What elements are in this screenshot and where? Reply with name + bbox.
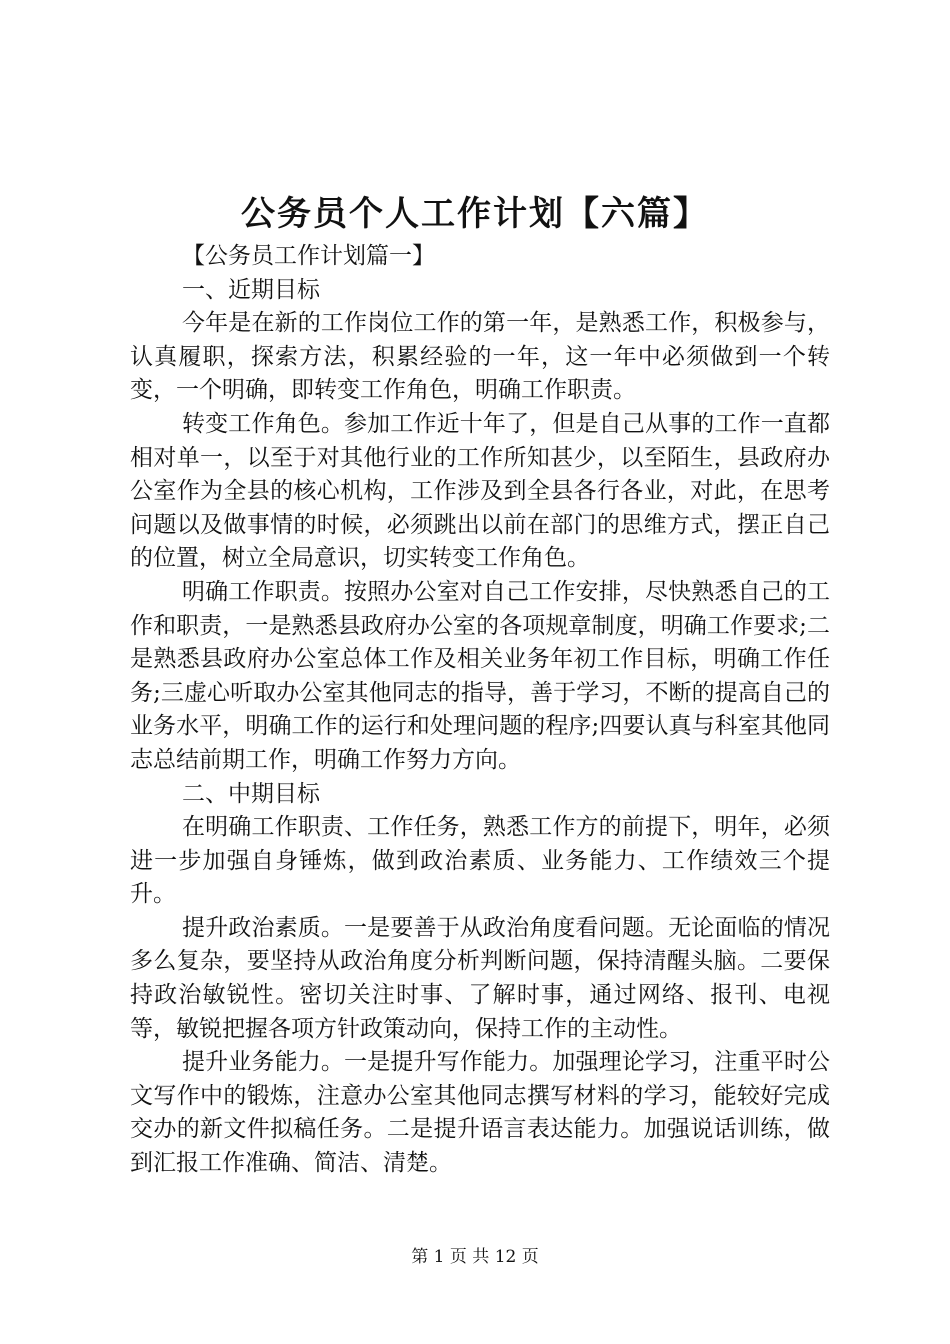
heading-near-term: 一、近期目标 <box>182 276 320 303</box>
page-footer: 第 1 页 共 12 页 <box>411 1247 539 1267</box>
document-body <box>130 240 830 1181</box>
paragraph: 今年是在新的工作岗位工作的第一年，是熟悉工作，积极参与，认真履职，探索方法，积累经验的一年，这一年中必须做到一个转变，一个明确，即转变工作角色，明确工作职责。 <box>130 310 830 404</box>
heading-mid-term: 二、中期目标 <box>182 780 320 807</box>
page-title: 公务员个人工作计划【六篇】 <box>241 194 709 234</box>
paragraph: 提升业务能力。一是提升写作能力。加强理论学习，注重平时公文写作中的锻炼，注意办公室其他同志撰写材料的学习，能较好完成交办的新文件拟稿任务。二是提升语言表达能力。加强说话训练，做到汇报工作准确、简洁、清楚。 <box>130 1049 830 1177</box>
paragraph: 转变工作角色。参加工作近十年了，但是自己从事的工作一直都相对单一，以至于对其他行业的工作所知甚少，以至陌生，县政府办公室作为全县的核心机构，工作涉及到全县各行各业，对此，在思考问题以及做事情的时候，必须跳出以前在部门的思维方式，摆正自己的位置，树立全局意识，切实转变工作角色。 <box>130 410 830 572</box>
section-heading: 【公务员工作计划篇一】 <box>182 243 435 269</box>
paragraph: 提升政治素质。一是要善于从政治角度看问题。无论面临的情况多么复杂，要坚持从政治角度分析判断问题，保持清醒头脑。二要保持政治敏锐性。密切关注时事、了解时事，通过网络、报刊、电视等，敏锐把握各项方针政策动向，保持工作的主动性。 <box>130 914 830 1042</box>
paragraph: 在明确工作职责、工作任务，熟悉工作方的前提下，明年，必须进一步加强自身锤炼，做到政治素质、业务能力、工作绩效三个提升。 <box>130 814 830 908</box>
paragraph: 明确工作职责。按照办公室对自己工作安排，尽快熟悉自己的工作和职责，一是熟悉县政府办公室的各项规章制度，明确工作要求;二是熟悉县政府办公室总体工作及相关业务年初工作目标，明确工作任务;三虚心听取办公室其他同志的指导，善于学习，不断的提高自己的业务水平，明确工作的运行和处理问题的程序;四要认真与科室其他同志总结前期工作，明确工作努力方向。 <box>130 578 830 773</box>
